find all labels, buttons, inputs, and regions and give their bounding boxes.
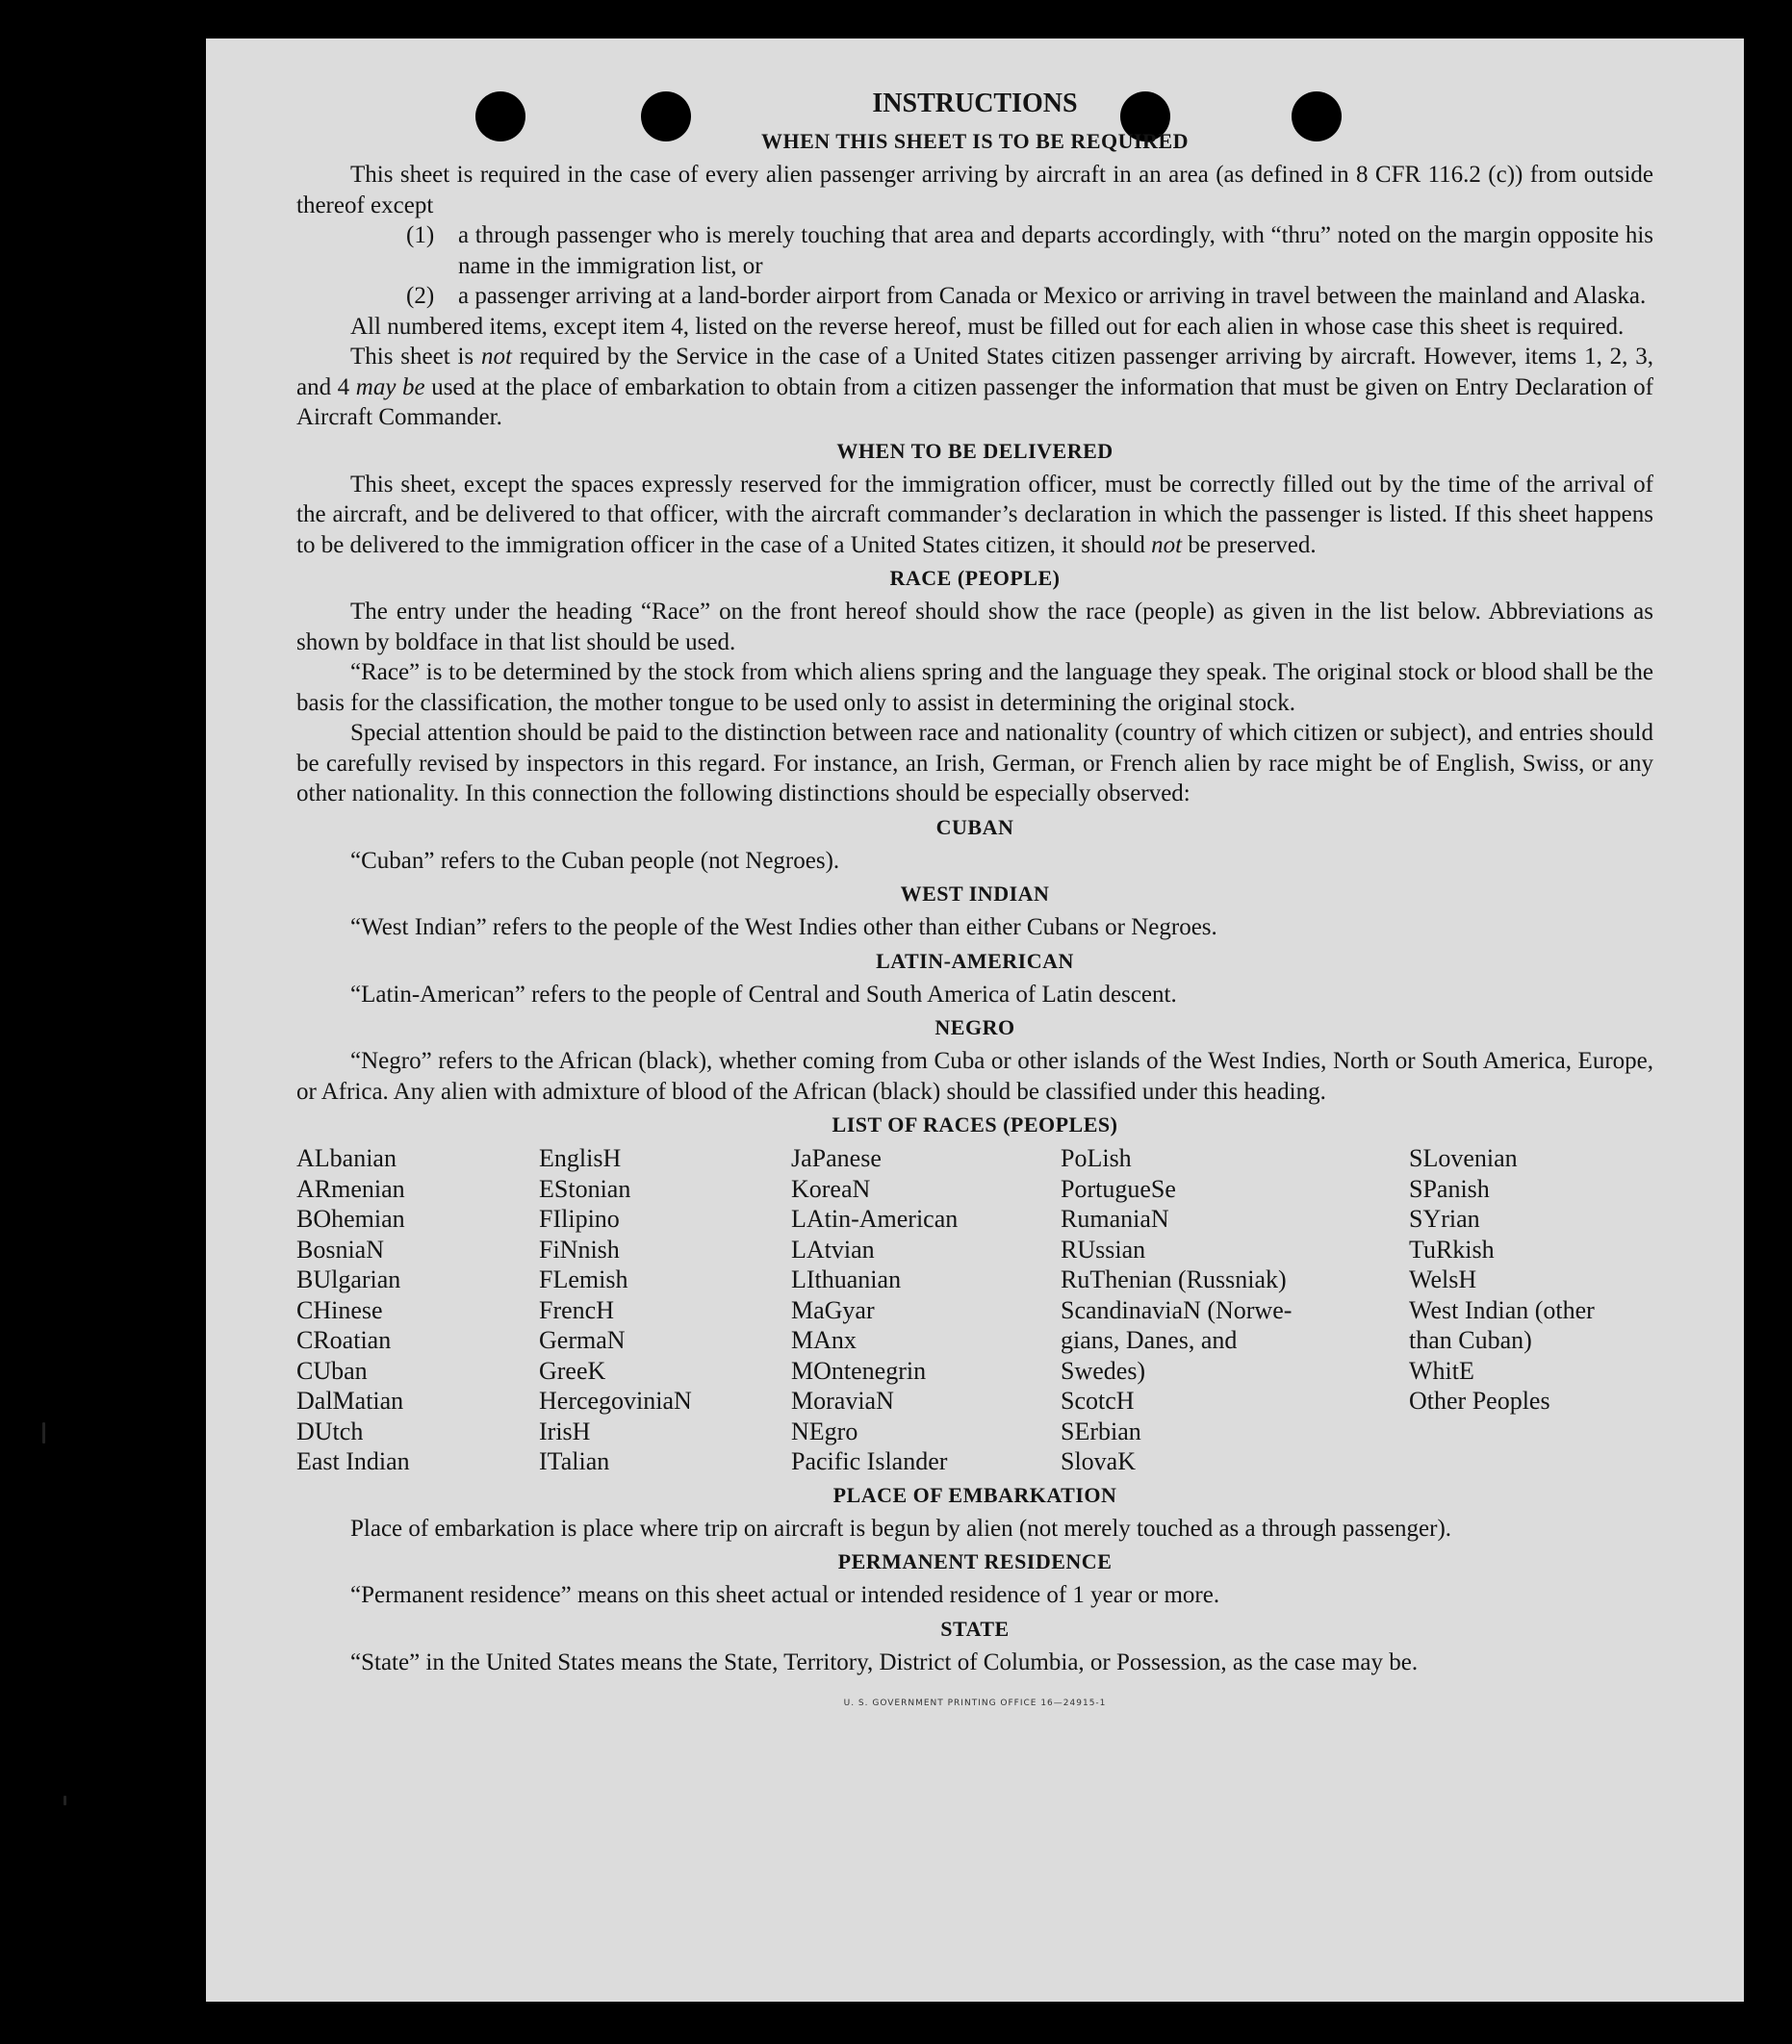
- section-heading: WHEN THIS SHEET IS TO BE REQUIRED: [760, 129, 1190, 153]
- numbered-item: [296, 220, 1653, 281]
- paragraph: “Negro” refers to the African (black), whether coming from Cuba or other islands of the West Indies, North or South America, Europe, or Africa. Any alien with admixture of blood of the African (black) should be classified under this heading.: [296, 1048, 1653, 1105]
- race-item: Pacific Islander: [791, 1447, 948, 1475]
- page-title: INSTRUCTIONS: [872, 89, 1078, 118]
- race-item: BosniaN: [296, 1235, 384, 1264]
- race-list: [296, 1143, 1653, 1477]
- paragraph: “Race” is to be determined by the stock from which aliens spring and the language they speak. The original stock or blood shall be the basis for the classification, the mother tongue to be used only to assist in determining the original stock.: [296, 659, 1653, 716]
- race-item: HercegoviniaN: [539, 1387, 692, 1415]
- paragraph: “Cuban” refers to the Cuban people (not Negroes).: [350, 847, 840, 874]
- section-heading: RACE (PEOPLE): [889, 566, 1061, 590]
- section-heading: CUBAN: [935, 814, 1014, 839]
- paragraph: “West Indian” refers to the people of the West Indies other than either Cubans or Negroes.: [350, 914, 1217, 940]
- race-item: DUtch: [296, 1417, 364, 1445]
- race-column: [1061, 1143, 1409, 1477]
- text-run: This sheet, except the spaces expressly reserved for the immigration officer, must be correctly filled out by the time of the arrival of the aircraft, and be delivered to that officer, with the aircraft commander’s declaration in which the passenger is listed. If this sheet happens to be delivered to the immigration officer in the case of a United States citizen, it should: [296, 471, 1653, 558]
- race-column: [539, 1143, 791, 1477]
- race-item-continued: Swedes): [1061, 1356, 1146, 1385]
- race-item: ALbanian: [296, 1144, 397, 1172]
- race-item: IrisH: [539, 1417, 591, 1445]
- race-item: RumaniaN: [1061, 1205, 1169, 1233]
- race-column: [296, 1143, 539, 1477]
- numbered-item: [296, 281, 1653, 312]
- printer-imprint: U. S. GOVERNMENT PRINTING OFFICE 16—24915-1: [843, 1699, 1107, 1708]
- paragraph: “Permanent residence” means on this sheet actual or intended residence of 1 year or more.: [350, 1582, 1220, 1608]
- race-item: LAtvian: [791, 1235, 875, 1264]
- race-item: SYrian: [1409, 1205, 1480, 1233]
- race-item: CUban: [296, 1356, 368, 1385]
- race-item: SErbian: [1061, 1417, 1141, 1445]
- section-heading: LATIN-AMERICAN: [876, 948, 1074, 973]
- race-item: FIlipino: [539, 1205, 620, 1233]
- paragraph: All numbered items, except item 4, listed on the reverse hereof, must be filled out for each alien in whose case this sheet is required.: [350, 313, 1625, 340]
- race-item: SPanish: [1409, 1174, 1490, 1203]
- italic-text: not: [1151, 531, 1183, 558]
- race-item: FiNnish: [539, 1235, 620, 1264]
- race-item: TuRkish: [1409, 1235, 1495, 1264]
- race-item: MaGyar: [791, 1295, 875, 1324]
- section-heading: PERMANENT RESIDENCE: [837, 1549, 1113, 1573]
- scan-artifact: [42, 1422, 45, 1444]
- scan-artifact: [64, 1796, 66, 1805]
- section-heading: PLACE OF EMBARKATION: [832, 1482, 1117, 1507]
- race-item: MoraviaN: [791, 1387, 894, 1415]
- race-item: DalMatian: [296, 1387, 404, 1415]
- race-item: East Indian: [296, 1447, 410, 1475]
- race-item: NEgro: [791, 1417, 858, 1445]
- paragraph: Special attention should be paid to the distinction between race and nationality (country of which citizen or subject), and entries should be carefully revised by inspectors in this regard. For instance, an Irish, German, or French alien by race might be of English, Swiss, or any other nationality. In this connection the following distinctions should be especially observed:: [296, 720, 1653, 806]
- paragraph: “State” in the United States means the State, Territory, District of Columbia, or Possession, as the case may be.: [350, 1648, 1419, 1675]
- section-heading: NEGRO: [934, 1015, 1015, 1039]
- race-item: ITalian: [539, 1447, 610, 1475]
- item-number: (2): [406, 283, 435, 309]
- race-item: KoreaN: [791, 1174, 871, 1203]
- section-heading: WEST INDIAN: [900, 881, 1050, 906]
- item-text: a passenger arriving at a land-border airport from Canada or Mexico or arriving in travel between the mainland and Alaska.: [458, 283, 1647, 309]
- race-item: CHinese: [296, 1295, 383, 1324]
- race-item: FrencH: [539, 1295, 614, 1324]
- paragraph: This sheet is required in the case of every alien passenger arriving by aircraft in an area (as defined in 8 CFR 116.2 (c)) from outside thereof except: [296, 162, 1653, 218]
- section-heading: WHEN TO BE DELIVERED: [836, 438, 1114, 463]
- race-column: [1409, 1143, 1653, 1477]
- race-item: GreeK: [539, 1356, 606, 1385]
- paragraph: “Latin-American” refers to the people of Central and South America of Latin descent.: [350, 981, 1177, 1008]
- race-item: PortugueSe: [1061, 1174, 1176, 1203]
- race-item: RuThenian (Russniak): [1061, 1265, 1287, 1293]
- item-number: (1): [406, 222, 435, 248]
- race-item-continued: than Cuban): [1409, 1326, 1532, 1354]
- race-item: ScandinaviaN (Norwe-: [1061, 1295, 1293, 1324]
- italic-text: may be: [355, 373, 425, 400]
- race-item: JaPanese: [791, 1144, 882, 1172]
- race-item: PoLish: [1061, 1144, 1132, 1172]
- section-heading: LIST OF RACES (PEOPLES): [832, 1112, 1118, 1137]
- race-item: ScotcH: [1061, 1387, 1135, 1415]
- text-run: This sheet is: [350, 344, 481, 370]
- race-item: SLovenian: [1409, 1144, 1518, 1172]
- race-item: EStonian: [539, 1174, 631, 1203]
- paragraph: [296, 470, 1653, 561]
- race-item: WelsH: [1409, 1265, 1477, 1293]
- paragraph: [296, 342, 1653, 433]
- text-run: used at the place of embarkation to obtain from a citizen passenger the information that must be given on Entry Declaration of Aircraft Commander.: [296, 373, 1653, 430]
- instructions-content: [296, 85, 1653, 1720]
- race-item: RUssian: [1061, 1235, 1146, 1264]
- race-item: EnglisH: [539, 1144, 622, 1172]
- race-item: SlovaK: [1061, 1447, 1136, 1475]
- race-column: [791, 1143, 1061, 1477]
- race-item: LIthuanian: [791, 1265, 902, 1293]
- race-item: BOhemian: [296, 1205, 405, 1233]
- italic-text: not: [481, 344, 512, 370]
- race-item: CRoatian: [296, 1326, 392, 1354]
- section-heading: STATE: [940, 1616, 1010, 1641]
- race-item: ARmenian: [296, 1174, 405, 1203]
- race-item: MOntenegrin: [791, 1356, 927, 1385]
- paragraph: The entry under the heading “Race” on the front hereof should show the race (people) as given in the list below. Abbreviations as shown by boldface in that list should be used.: [296, 599, 1653, 655]
- text-run: be preserved.: [1182, 531, 1317, 558]
- race-item: GermaN: [539, 1326, 626, 1354]
- item-text: a through passenger who is merely touching that area and departs accordingly, with “thru” noted on the margin opposite his name in the immigration list, or: [458, 222, 1653, 279]
- race-item: MAnx: [791, 1326, 857, 1354]
- race-item: FLemish: [539, 1265, 628, 1293]
- race-item: Other Peoples: [1409, 1387, 1550, 1415]
- race-item: WhitE: [1409, 1356, 1474, 1385]
- text-run: required by the Service in the case of a United States citizen passenger arriving by aircraft. However, items 1, 2, 3, and 4: [296, 344, 1653, 400]
- paragraph: Place of embarkation is place where trip on aircraft is begun by alien (not merely touched as a through passenger).: [350, 1515, 1452, 1542]
- document-page: [206, 38, 1744, 2002]
- race-item: West Indian (other: [1409, 1295, 1595, 1324]
- race-item: LAtin-American: [791, 1205, 959, 1233]
- race-item-continued: gians, Danes, and: [1061, 1326, 1238, 1354]
- race-item: BUlgarian: [296, 1265, 401, 1293]
